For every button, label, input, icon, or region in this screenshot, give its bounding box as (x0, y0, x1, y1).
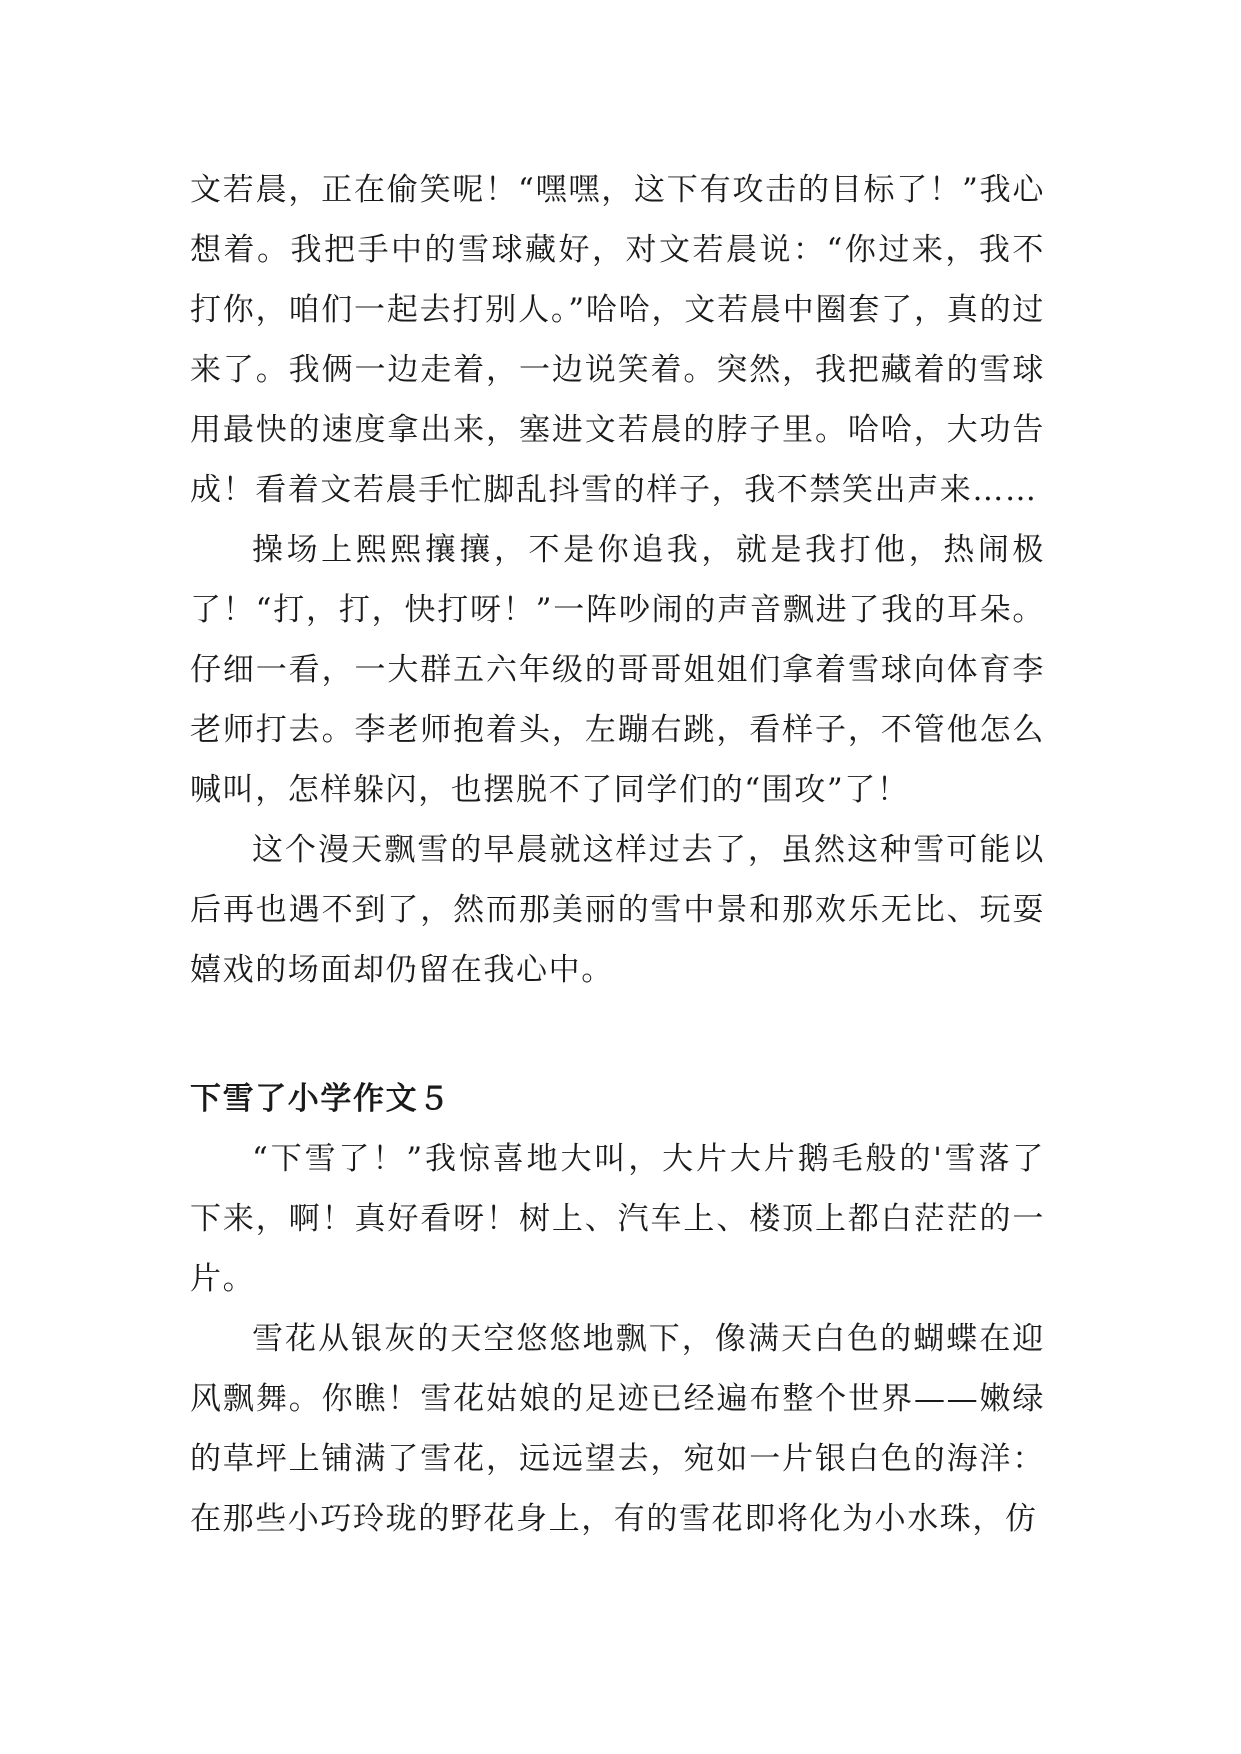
paragraph-1: 文若晨，正在偷笑呢！“嘿嘿，这下有攻击的目标了！”我心想着。我把手中的雪球藏好，对文若晨说：“你过来，我不打你，咱们一起去打别人。”哈哈，文若晨中圈套了，真的过来了。我俩一边走着，一边说笑着。突然，我把藏着的雪球用最快的速度拿出来，塞进文若晨的脖子里。哈哈，大功告成！看着文若晨手忙脚乱抖雪的样子，我不禁笑出声来…… (190, 172, 1045, 508)
paragraph-2: 操场上熙熙攘攘，不是你追我，就是我打他，热闹极了！“打，打，快打呀！”一阵吵闹的声音飘进了我的耳朵。仔细一看，一大群五六年级的哥哥姐姐们拿着雪球向体育李老师打去。李老师抱着头，左蹦右跳，看样子，不管他怎么喊叫，怎样躲闪，也摆脱不了同学们的“围攻”了！ (190, 532, 1045, 808)
document-page (190, 160, 1045, 1549)
paragraph-3: 这个漫天飘雪的早晨就这样过去了，虽然这种雪可能以后再也遇不到了，然而那美丽的雪中景和那欢乐无比、玩耍嬉戏的场面却仍留在我心中。 (190, 832, 1045, 988)
paragraph-5: 雪花从银灰的天空悠悠地飘下，像满天白色的蝴蝶在迎风飘舞。你瞧！雪花姑娘的足迹已经遍布整个世界——嫩绿的草坪上铺满了雪花，远远望去，宛如一片银白色的海洋：在那些小巧玲珑的野花身上，有的雪花即将化为小水珠，仿 (190, 1321, 1045, 1537)
section-title: 下雪了小学作文５ (190, 1081, 451, 1117)
paragraph-4: “下雪了！”我惊喜地大叫，大片大片鹅毛般的'雪落了下来，啊！真好看呀！树上、汽车上、楼顶上都白茫茫的一片。 (190, 1141, 1045, 1297)
